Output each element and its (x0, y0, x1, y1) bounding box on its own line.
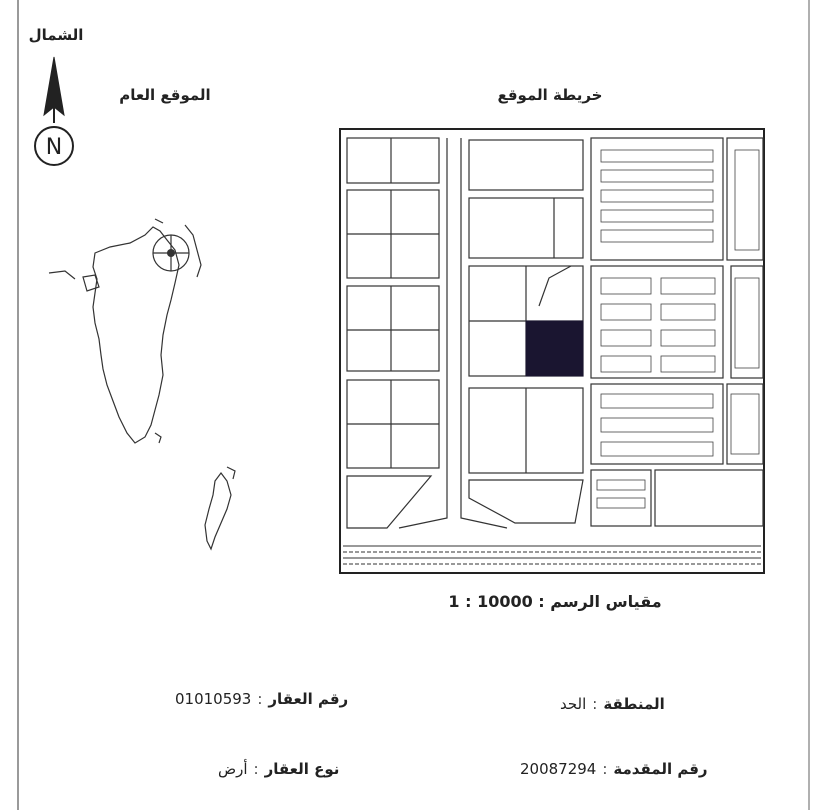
map-scale: مقياس الرسم : 10000 : 1 (448, 592, 662, 611)
application-number-row (520, 760, 708, 778)
property-type-label: نوع العقار (264, 760, 340, 778)
property-type-row (218, 760, 339, 778)
north-letter: N (45, 135, 63, 160)
page-border-left (17, 0, 19, 810)
highlighted-parcel (526, 321, 583, 376)
north-arrow-icon (32, 55, 76, 170)
property-number-label: رقم العقار (268, 690, 349, 708)
application-number-separator: : (602, 760, 608, 778)
area-separator: : (592, 695, 598, 713)
page-border-right (808, 0, 810, 810)
application-number-label: رقم المقدمة (613, 760, 708, 778)
property-type-value: أرض (218, 760, 248, 778)
property-number-value: 01010593 (175, 690, 252, 708)
general-location-title: الموقع العام (119, 86, 211, 104)
property-number-separator: : (257, 690, 263, 708)
area-value: الحد (560, 695, 587, 713)
area-label: المنطقة (603, 695, 665, 713)
application-number-value: 20087294 (520, 760, 597, 778)
property-type-separator: : (253, 760, 259, 778)
area-row (560, 695, 665, 713)
north-label: الشمال (28, 26, 84, 44)
site-map-title: خريطة الموقع (497, 86, 603, 104)
property-number-row (175, 690, 348, 708)
site-map (339, 128, 765, 576)
general-location-map (35, 205, 255, 565)
